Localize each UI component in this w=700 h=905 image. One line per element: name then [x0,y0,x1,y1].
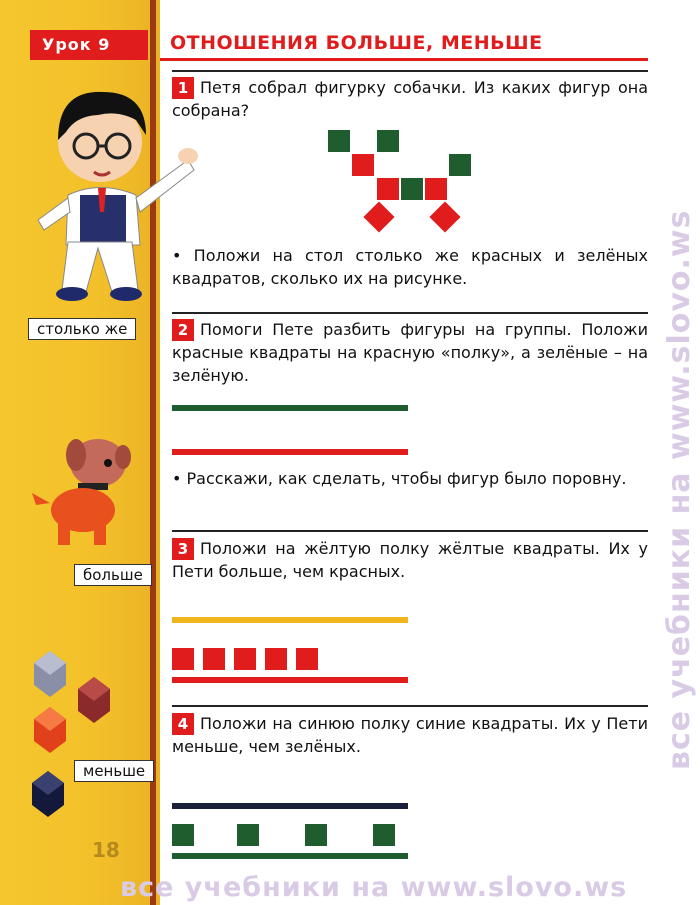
task-2-bullet: • Расскажи, как сделать, чтобы фигур было поровну. [172,469,627,488]
title-underline [160,58,648,61]
task-3 [172,537,648,583]
task-divider [172,312,648,314]
label-same: столько же [28,318,136,340]
red-shelf [172,677,408,683]
page-number: 18 [92,838,120,862]
page-title: ОТНОШЕНИЯ БОЛЬШЕ, МЕНЬШЕ [170,32,543,54]
label-more: больше [74,564,152,586]
watermark-vertical: все учебники на www.slovo.ws [662,209,697,770]
task-text: Положи на синюю полку синие квадраты. Их у Пети меньше, чем зелёных. [172,714,648,756]
label-less: меньше [74,760,154,782]
task-number: 3 [172,538,194,560]
task-2 [172,318,648,387]
task-divider [172,530,648,532]
cubes-illustration [28,645,128,825]
task-text: Положи на жёлтую полку жёлтые квадраты. Их у Пети больше, чем красных. [172,539,648,581]
task-number: 2 [172,319,194,341]
task-4 [172,712,648,758]
lesson-label: Урок 9 [30,30,148,60]
task-1 [172,76,648,122]
task-divider [172,70,648,72]
task-text: Помоги Пете разбить фигуры на группы. Положи красные квадраты на красную «полку», а зелёные – на зелёную. [172,320,648,385]
task-number: 1 [172,77,194,99]
green-shelf [172,405,408,411]
dog-illustration [28,435,138,550]
blue-shelf [172,803,408,809]
yellow-shelf [172,617,408,623]
task-1-bullet: • Положи на стол столько же красных и зелёных квадратов, сколько их на рисунке. [172,246,648,288]
watermark-horizontal: все учебники на www.slovo.ws [120,872,628,903]
task-number: 4 [172,713,194,735]
red-shelf [172,449,408,455]
task-text: Петя собрал фигурку собачки. Из каких фигур она собрана? [172,78,648,120]
task-divider [172,705,648,707]
green-shelf [172,853,408,859]
